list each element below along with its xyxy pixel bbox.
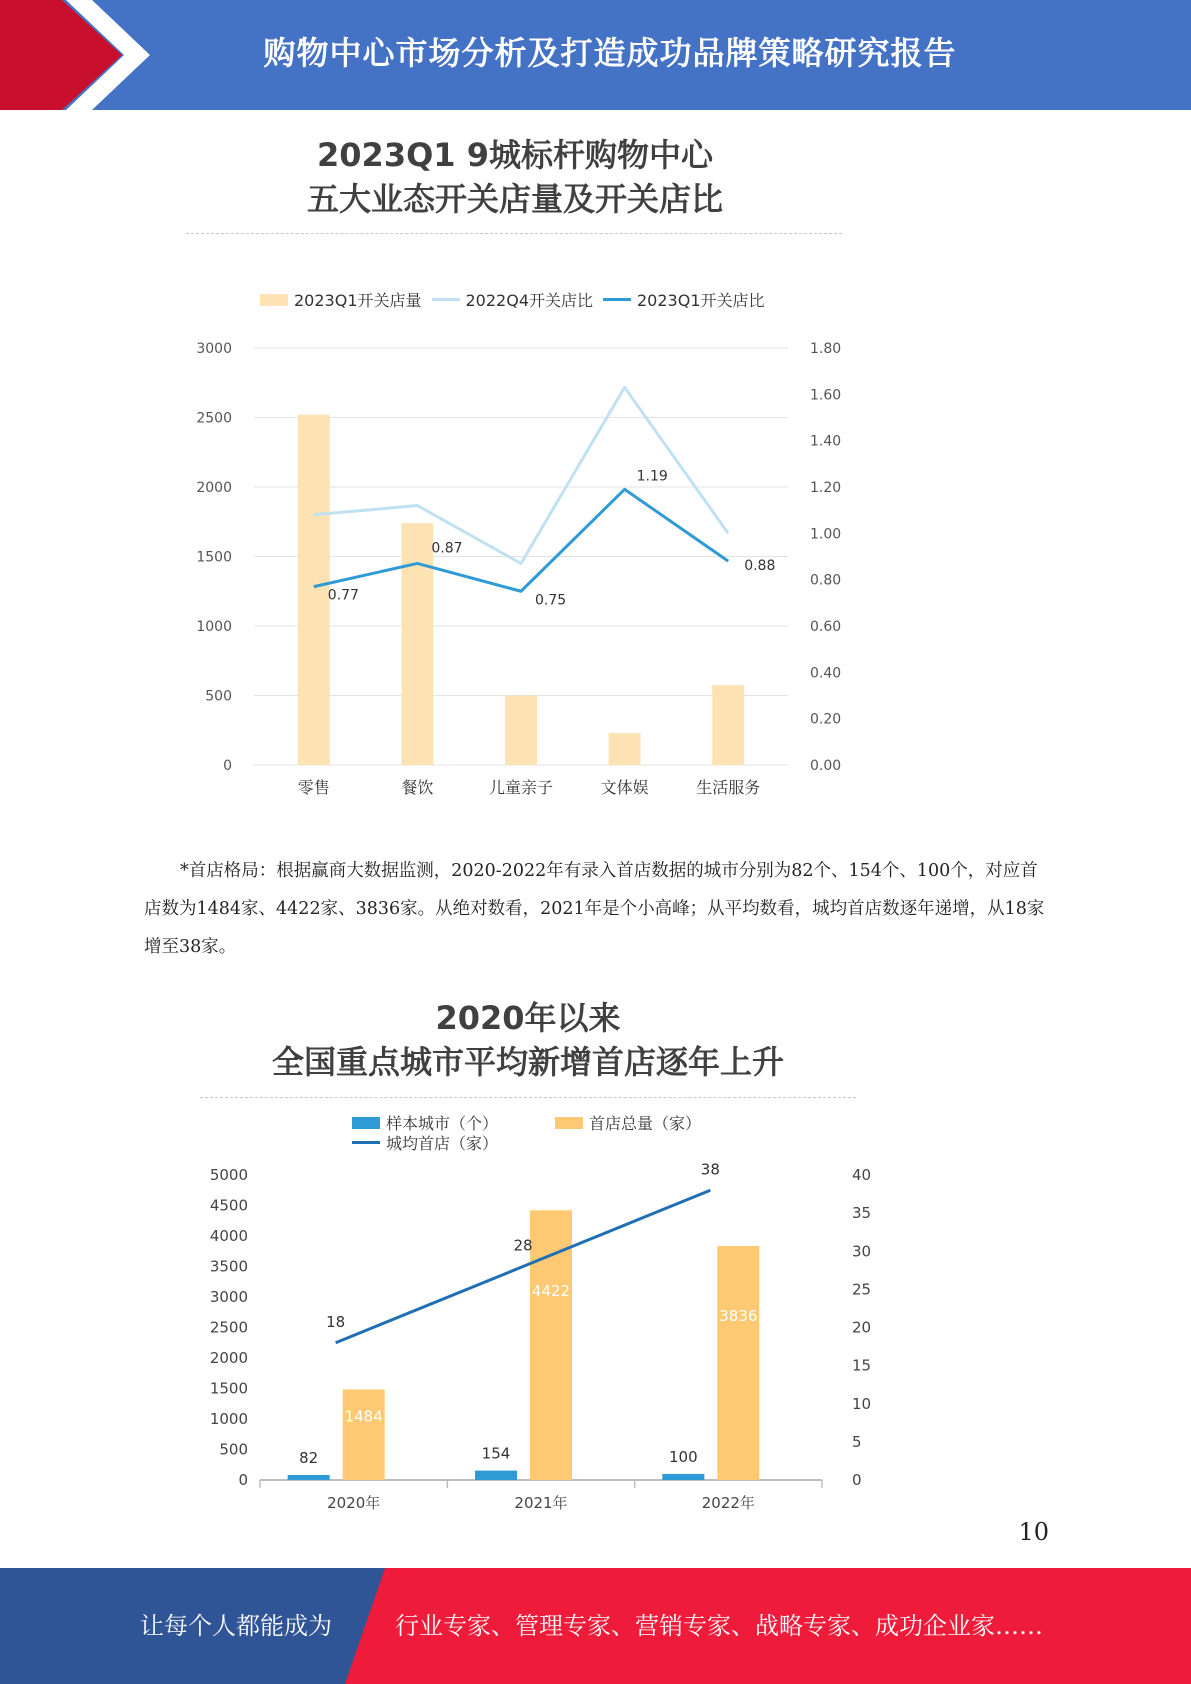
legend-avg-swatch xyxy=(352,1141,380,1144)
bar-3 xyxy=(505,696,537,766)
chart1-title xyxy=(186,133,844,221)
y-left-tick-label: 3000 xyxy=(196,341,232,357)
legend-line-prev-swatch xyxy=(432,298,460,301)
bar-cities-3 xyxy=(662,1474,704,1480)
report-header xyxy=(0,0,1191,110)
data-label: 0.77 xyxy=(327,587,359,604)
bar-cities-2 xyxy=(475,1471,517,1480)
note-paragraph: *首店格局：根据赢商大数据监测，2020-2022年有录入首店数据的城市分别为82个、154个、100个，对应首店数为1484家、4422家、3836家。从绝对数看，2021年是个小高峰；从平均数看，城均首店数逐年递增，从18家增至38家。 xyxy=(144,861,1045,957)
y-right-tick-label: 1.60 xyxy=(810,387,842,404)
line-2023q1-ratio xyxy=(314,489,728,591)
y-right-tick-label: 0 xyxy=(852,1471,862,1489)
legend-item-stores: 首店总量（家） xyxy=(589,1114,702,1133)
y-left-tick-label: 3500 xyxy=(209,1257,248,1276)
data-label: 1484 xyxy=(344,1407,383,1426)
y-right-tick-label: 10 xyxy=(852,1394,872,1413)
data-label: 1.19 xyxy=(636,468,668,485)
chart2-legend-stores xyxy=(555,1111,701,1134)
data-label: 82 xyxy=(299,1448,319,1467)
data-label: 18 xyxy=(326,1312,346,1331)
y-left-tick-label: 1000 xyxy=(196,619,232,635)
legend-item-avg: 城均首店（家） xyxy=(386,1134,499,1153)
legend-line-curr-swatch xyxy=(603,298,631,301)
page-number: 10 xyxy=(1018,1518,1049,1546)
x-tick-label: 零售 xyxy=(297,778,330,797)
y-left-tick-label: 2000 xyxy=(196,480,232,496)
chart2-title-line1: 2020年以来 xyxy=(435,999,621,1037)
legend-item-bar: 2023Q1开关店量 xyxy=(294,291,422,310)
legend-item-line-curr: 2023Q1开关店比 xyxy=(637,291,765,310)
report-footer xyxy=(0,1568,1191,1684)
data-label: 100 xyxy=(669,1447,698,1466)
bar-4 xyxy=(609,733,641,765)
y-right-tick-label: 1.20 xyxy=(810,480,842,496)
data-label: 0.87 xyxy=(431,540,463,557)
bar-cities-1 xyxy=(288,1475,330,1480)
bar-stores-1 xyxy=(343,1389,385,1480)
y-right-tick-label: 40 xyxy=(852,1166,872,1184)
data-label: 154 xyxy=(481,1444,511,1463)
chart2-plot xyxy=(200,1150,880,1520)
x-tick-label: 餐饮 xyxy=(401,778,434,797)
footer-slogan-left: 让每个人都能成为 xyxy=(140,1612,332,1640)
x-tick-label: 生活服务 xyxy=(696,778,761,797)
line-avg-first-stores xyxy=(336,1190,711,1343)
data-label: 0.75 xyxy=(535,592,567,609)
y-left-tick-label: 1000 xyxy=(209,1410,248,1428)
chart1-plot xyxy=(180,320,880,800)
x-tick-label: 2022年 xyxy=(701,1494,755,1512)
y-left-tick-label: 2500 xyxy=(209,1318,248,1337)
x-tick-label: 儿童亲子 xyxy=(488,778,554,797)
bar-1 xyxy=(298,415,330,765)
y-left-tick-label: 0 xyxy=(238,1471,248,1489)
legend-item-line-prev: 2022Q4开关店比 xyxy=(465,291,593,310)
report-title: 购物中心市场分析及打造成功品牌策略研究报告 xyxy=(263,34,957,72)
chart1-legend xyxy=(260,288,765,311)
y-right-tick-label: 0.80 xyxy=(810,572,842,589)
y-left-tick-label: 1500 xyxy=(196,549,232,566)
y-left-tick-label: 4000 xyxy=(209,1227,248,1245)
chart1-title-line2: 五大业态开关店量及开关店比 xyxy=(306,180,723,218)
y-right-tick-label: 1.80 xyxy=(810,341,842,357)
y-right-tick-label: 0.20 xyxy=(810,711,842,728)
data-label: 0.88 xyxy=(744,558,776,575)
y-right-tick-label: 1.00 xyxy=(810,526,842,543)
x-tick-label: 2021年 xyxy=(514,1494,568,1512)
legend-item-cities: 样本城市（个） xyxy=(386,1114,499,1133)
data-label: 28 xyxy=(513,1236,533,1255)
y-left-tick-label: 0 xyxy=(223,758,232,774)
data-label: 4422 xyxy=(531,1282,571,1301)
y-right-tick-label: 25 xyxy=(852,1280,872,1299)
data-label: 3836 xyxy=(719,1307,758,1326)
y-right-tick-label: 0.60 xyxy=(810,619,842,635)
bar-stores-3 xyxy=(717,1246,759,1480)
y-right-tick-label: 0.40 xyxy=(810,665,842,682)
bar-5 xyxy=(712,685,744,765)
y-right-tick-label: 35 xyxy=(852,1204,872,1223)
legend-stores-swatch xyxy=(555,1117,583,1129)
y-left-tick-label: 2500 xyxy=(196,410,232,427)
chart2-divider xyxy=(200,1097,856,1098)
y-left-tick-label: 4500 xyxy=(209,1196,248,1215)
y-left-tick-label: 3000 xyxy=(209,1288,248,1306)
legend-cities-swatch xyxy=(352,1117,380,1129)
footer-slogan-right: 行业专家、管理专家、营销专家、战略专家、成功企业家…… xyxy=(395,1612,1043,1640)
y-left-tick-label: 1500 xyxy=(209,1379,248,1398)
y-right-tick-label: 15 xyxy=(852,1356,872,1375)
chart2-title-line2: 全国重点城市平均新增首店逐年上升 xyxy=(271,1043,784,1081)
y-right-tick-label: 30 xyxy=(852,1242,872,1261)
y-right-tick-label: 0.00 xyxy=(810,758,842,774)
x-tick-label: 文体娱 xyxy=(600,778,649,797)
y-left-tick-label: 2000 xyxy=(209,1349,248,1367)
y-left-tick-label: 5000 xyxy=(209,1166,248,1184)
y-right-tick-label: 5 xyxy=(852,1432,862,1451)
chart2-title xyxy=(200,996,856,1084)
y-right-tick-label: 1.40 xyxy=(810,433,842,450)
y-right-tick-label: 20 xyxy=(852,1318,872,1337)
bar-2 xyxy=(401,523,433,765)
chart1-divider xyxy=(186,233,842,234)
x-tick-label: 2020年 xyxy=(327,1494,381,1512)
chart1-title-line1: 2023Q1 9城标杆购物中心 xyxy=(317,136,713,174)
legend-bar-swatch xyxy=(260,294,288,306)
y-left-tick-label: 500 xyxy=(219,1440,248,1459)
y-left-tick-label: 500 xyxy=(205,688,232,705)
data-label: 38 xyxy=(700,1160,720,1179)
